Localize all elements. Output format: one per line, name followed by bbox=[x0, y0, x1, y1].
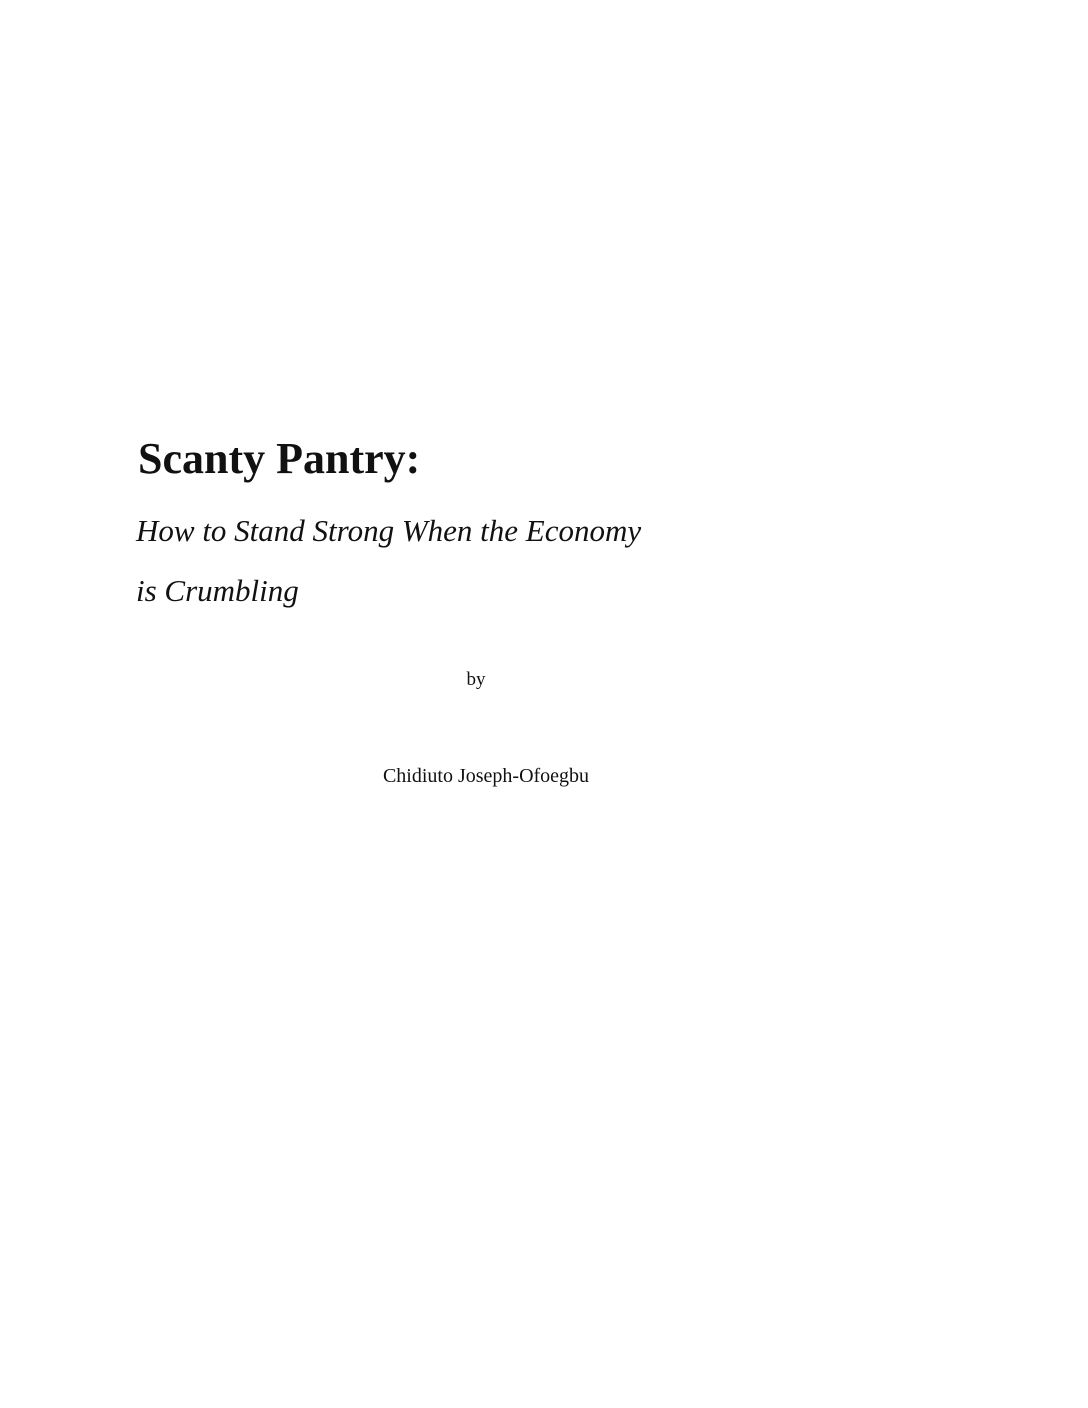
book-subtitle-line-2: is Crumbling bbox=[136, 573, 299, 608]
book-subtitle-line-1: How to Stand Strong When the Economy bbox=[136, 513, 642, 548]
byline: by bbox=[466, 669, 486, 690]
author-name: Chidiuto Joseph-Ofoegbu bbox=[382, 765, 590, 787]
book-title: Scanty Pantry: bbox=[138, 434, 421, 483]
